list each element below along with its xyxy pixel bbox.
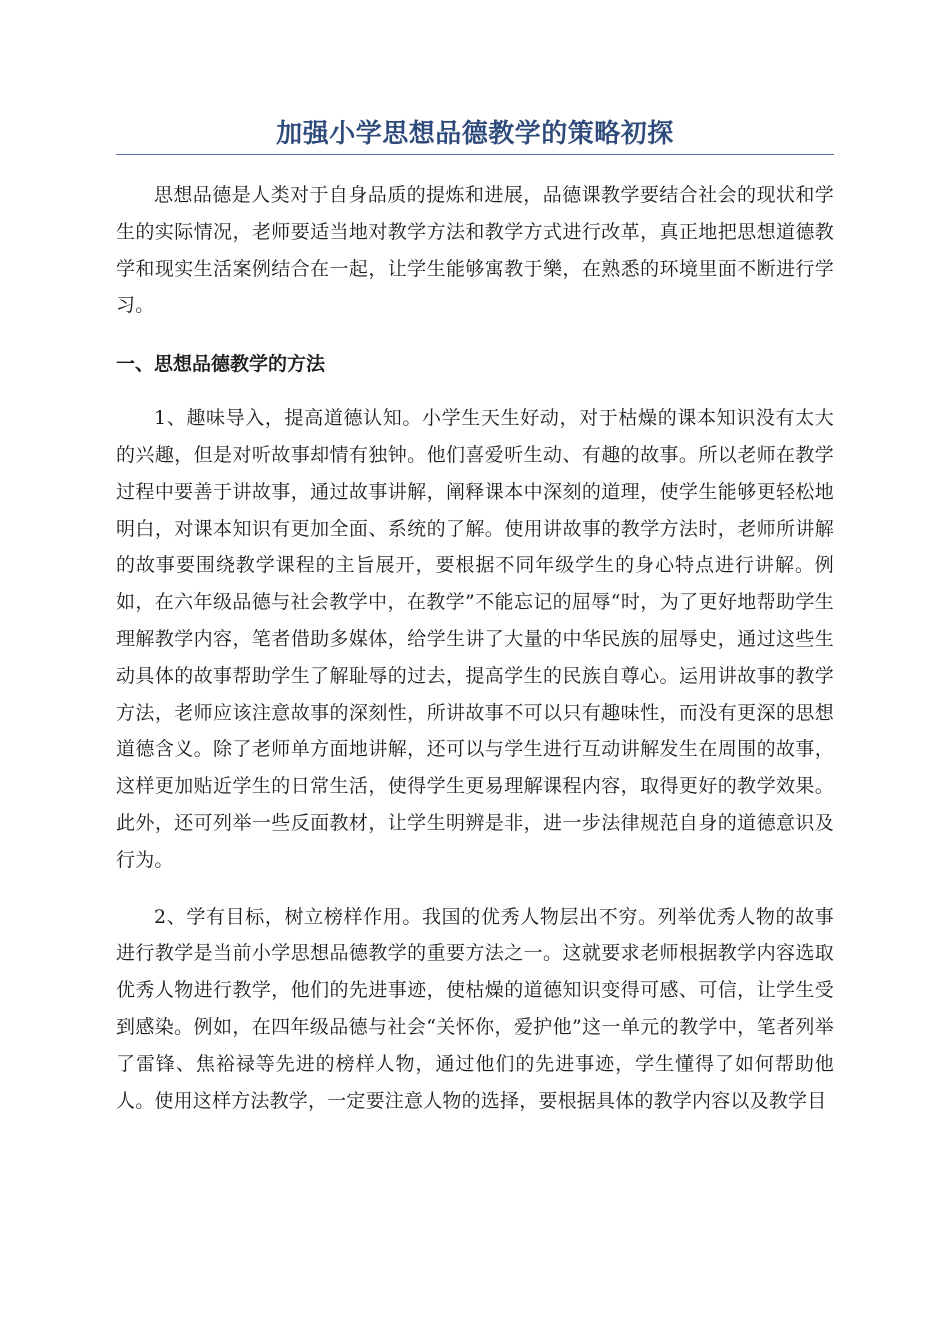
document-title: 加强小学思想品德教学的策略初探 <box>276 119 674 149</box>
paragraph-1: 1、趣味导入，提高道德认知。小学生天生好动，对于枯燥的课本知识没有太大的兴趣，但是对听故事却情有独钟。他们喜爱听生动、有趣的故事。所以老师在教学过程中要善于讲故事，通过故事讲解，阐释课本中深刻的道理，使学生能够更轻松地明白，对课本知识有更加全面、系统的了解。使用讲故事的教学方法时，老师所讲解的故事要围绕教学课程的主旨展开，要根据不同年级学生的身心特点进行讲解。例如，在六年级品德与社会教学中，在教学”不能忘记的屈辱“时，为了更好地帮助学生理解教学内容，笔者借助多媒体，给学生讲了大量的中华民族的屈辱史，通过这些生动具体的故事帮助学生了解耻辱的过去，提高学生的民族自尊心。运用讲故事的教学方法，老师应该注意故事的深刻性，所讲故事不可以只有趣味性，而没有更深的思想道德含义。除了老师单方面地讲解，还可以与学生进行互动讲解发生在周围的故事，这样更加贴近学生的日常生活，使得学生更易理解课程内容，取得更好的教学效果。此外，还可列举一些反面教材，让学生明辨是非，进一步法律规范自身的道德意识及行为。 <box>116 407 834 871</box>
paragraph-2: 2、学有目标，树立榜样作用。我国的优秀人物层出不穷。列举优秀人物的故事进行教学是当前小学思想品德教学的重要方法之一。这就要求老师根据教学内容选取优秀人物进行教学，他们的先进事迹，使枯燥的道德知识变得可感、可信，让学生受到感染。例如，在四年级品德与社会“关怀你，爱护他”这一单元的教学中，笔者列举了雷锋、焦裕禄等先进的榜样人物，通过他们的先进事迹，学生懂得了如何帮助他人。使用这样方法教学，一定要注意人物的选择，要根据具体的教学内容以及教学目 <box>116 905 834 1112</box>
section-heading: 一、思想品德教学的方法 <box>116 353 326 376</box>
document-page <box>116 0 834 1119</box>
intro-paragraph: 思想品德是人类对于自身品质的提炼和进展，品德课教学要结合社会的现状和学生的实际情况，老师要适当地对教学方法和教学方式进行改革，真正地把思想道德教学和现实生活案例结合在一起，让学生能够寓教于樂，在熟悉的环境里面不断进行学习。 <box>116 184 834 317</box>
title-underline <box>116 154 834 155</box>
